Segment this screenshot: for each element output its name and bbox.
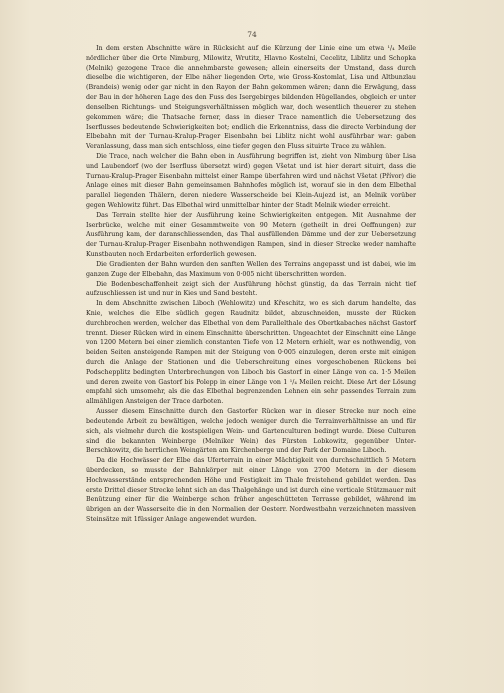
paragraph: Da die Hochwässer der Elbe das Uferterrain in einer Mächtigkeit von durchschnittlich 5 Metern überdecken, so musste der Bahnkörper mit einer Länge von 2700 Metern in der diesem Hochwasserstände entsprechenden Höhe und Festigkeit im Thale freistehend gebildet werden. Das erste Drittel dieser Strecke lehnt sich an das Thalgehänge und ist durch eine verticale Stützmauer mit Benützung einer für die Weinberge schon früher angeschütteten Terrasse gebildet, während im übrigen an der Wasserseite die in den Normalien der Oesterr. Nordwestbahn verzeichneten massiven Steinsätze mit 1füssiger Anlage angewendet wurden. bbox=[86, 457, 416, 523]
paragraph: In dem ersten Abschnitte wäre in Rücksicht auf die Kürzung der Linie eine um etwa ¹/₄ Meile nördlicher über die Orte Nimburg, Milowitz, Wrutitz, Hlavno Kostelni, Cecelitz, Liblitz und Schopka (Melnik) gezogene Trace die annehmbarste gewesen; allein einerseits der Umstand, dass durch dieselbe die wichtigeren, der Elbe näher liegenden Orte, wie Gross-Kostomlat, Lisa und Altbunzlau (Brandeis) wenig oder gar nicht in den Rayon der Bahn gekommen wären; dann die Erwägung, dass der Bau in der höheren Lage des den Fuss des Isergebirges bildenden Hügellandes, obgleich er unter denselben Richtungs- und Steigungsverhältnissen möglich war, doch wesentlich theuerer zu stehen gekommen wäre; die Thatsache ferner, dass in dieser Trace namentlich die Uebersetzung des Iserflusses bedeutende Schwierigkeiten bot; endlich die Erkenntniss, dass die directe Verbindung der Elbebahn mit der Turnau-Kralup-Prager Eisenbahn bei Liblitz nicht wohl ausführbar war: gaben Veranlassung, dass man sich entschloss, eine tiefer gegen den Fluss situirte Trace zu wählen. bbox=[86, 45, 416, 151]
paragraph: In dem Abschnitte zwischen Liboch (Wehlowitz) und Křeschitz, wo es sich darum handelte, das Knie, welches die Elbe südlich gegen Raudnitz bildet, abzuschneiden, musste der Rücken durchbrochen werden, welcher das Elbethal von dem Parallelthale des Obertkabaches nächst Gastorf trennt. Dieser Rücken wird in einem Einschnitte überschritten. Ungeachtet der Einschnitt eine Länge von 1200 Metern bei einer ziemlich constanten Tiefe von 12 Metern erhielt, war es nothwendig, von beiden Seiten ansteigende Rampen mit der Steigung von 0·005 einzulegen, deren erste mit einigen durch die Anlage der Stationen und die Ueberschreitung eines vorgeschobenen Rückens bei Podschepplitz bedingten Unterbrechungen von Liboch bis Gastorf in einer Länge von ca. 1·5 Meilen und deren zweite von Gastorf bis Polepp in einer Länge von 1 ¹/₄ Meilen reicht. Diese Art der Lösung empfahl sich umsomehr, als die das Elbethal begrenzenden Lehnen ein sehr passendes Terrain zum allmähligen Ansteigen der Trace darboten. bbox=[86, 300, 416, 406]
paragraph: Ausser diesem Einschnitte durch den Gastorfer Rücken war in dieser Strecke nur noch eine bedeutende Arbeit zu bewältigen, welche jedoch weniger durch die Terrainverhältnisse an und für sich, als vielmehr durch die kostspieligen Wein- und Gartenculturen bedingt wurde. Diese Culturen sind die bekannten Weinberge (Melniker Wein) des Fürsten Lobkowitz, gegenüber Unter-Berschkowitz, die herrlichen Weingärten am Kirchenberge und der Park der Domaine Liboch. bbox=[86, 408, 416, 455]
body-text bbox=[86, 44, 416, 525]
paragraph: Die Trace, nach welcher die Bahn eben in Ausführung begriffen ist, zieht von Nimburg über Lisa und Laubendorf (wo der Iserfluss übersetzt wird) gegen Všetat und ist hier derart situirt, dass die Turnau-Kralup-Prager Eisenbahn mittelst einer Rampe überfahren wird und nächst Všetat (Přívor) die Anlage eines mit dieser Bahn gemeinsamen Bahnhofes möglich ist, worauf sie in den dem Elbethal parallel liegenden Thälern, deren niedere Wasserscheide bei Klein-Aujezd ist, an Melnik vorüber gegen Wehlowitz führt. Das Elbethal wird unmittelbar hinter der Stadt Melnik wieder erreicht. bbox=[86, 152, 416, 209]
paragraph: Das Terrain stellte hier der Ausführung keine Schwierigkeiten entgegen. Mit Ausnahme der Iserbrücke, welche mit einer Gesammtweite von 90 Metern (getheilt in drei Oeffnungen) zur Ausführung kam, der daranschliessenden, das Thal ausfüllenden Dämme und der zur Uebersetzung der Turnau-Kralup-Prager Eisenbahn nothwendigen Rampen, sind in dieser Strecke weder namhafte Kunstbauten noch Erdarbeiten erforderlich gewesen. bbox=[86, 211, 416, 259]
paragraph: Die Bodenbeschaffenheit zeigt sich der Ausführung höchst günstig, da das Terrain nicht tief aufzuschliessen ist und nur in Kies und Sand besteht. bbox=[86, 280, 416, 298]
paragraph: Die Gradienten der Bahn wurden den sanften Wellen des Terrains angepasst und ist dabei, wie im ganzen Zuge der Elbebahn, das Maximum von 0·005 nicht überschritten worden. bbox=[86, 260, 416, 278]
page-number: 74 bbox=[247, 30, 257, 39]
